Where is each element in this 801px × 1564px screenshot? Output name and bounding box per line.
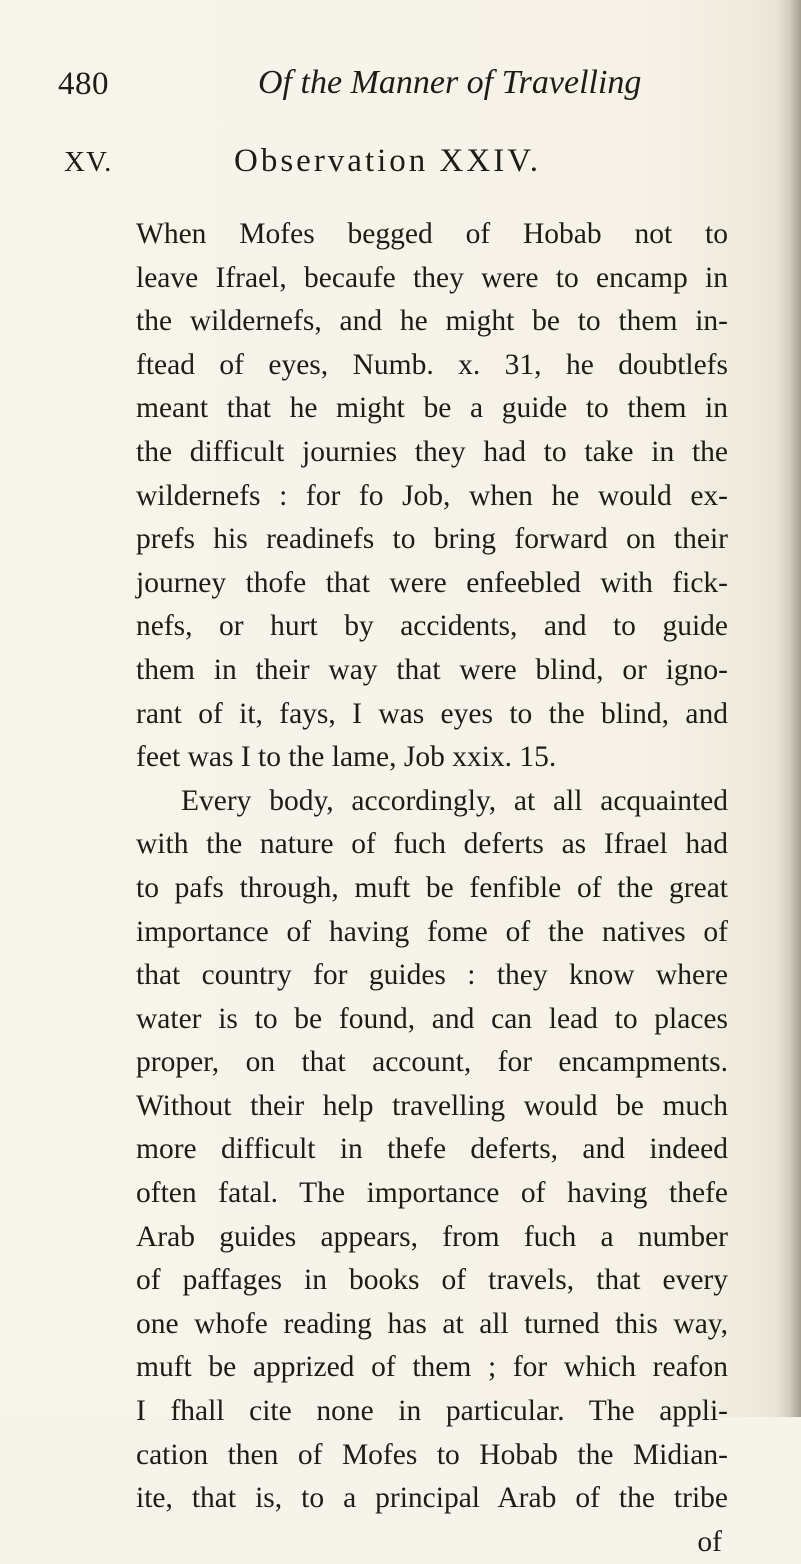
- text-line: often fatal. The importance of having thefe: [136, 1177, 728, 1210]
- text-line: prefs his readinefs to bring forward on their: [136, 523, 728, 556]
- text-line: of paffages in books of travels, that every: [136, 1264, 728, 1297]
- text-line: more difficult in thefe deferts, and indeed: [136, 1133, 728, 1166]
- body-text: [136, 213, 728, 1564]
- text-line: muft be apprized of them ; for which reafon: [136, 1351, 728, 1384]
- text-line: proper, on that account, for encampments.: [136, 1046, 728, 1079]
- text-line: I fhall cite none in particular. The appli-: [136, 1395, 728, 1428]
- text-line: with the nature of fuch deferts as Ifrael had: [136, 828, 728, 861]
- text-line: the difficult journies they had to take in the: [136, 435, 728, 468]
- text-line: Every body, accordingly, at all acquainted: [181, 784, 728, 817]
- page-header: [58, 66, 758, 126]
- text-line: journey thofe that were enfeebled with fick-: [136, 566, 728, 599]
- text-line: When Mofes begged of Hobab not to: [136, 218, 728, 250]
- text-line: the wildernefs, and he might be to them in-: [136, 305, 728, 338]
- text-line: wildernefs : for fo Job, when he would ex-: [136, 479, 728, 512]
- text-line: rant of it, fays, I was eyes to the blind, and: [136, 697, 728, 730]
- text-line: that country for guides : they know where: [136, 959, 728, 992]
- text-line: one whofe reading has at all turned this way,: [136, 1307, 728, 1340]
- text-line: leave Ifrael, becaufe they were to encamp in: [136, 261, 728, 294]
- catchword: of: [697, 1525, 722, 1558]
- text-line: ftead of eyes, Numb. x. 31, he doubtlefs: [136, 348, 728, 381]
- section-number: XV.: [64, 146, 113, 178]
- text-line: meant that he might be a guide to them in: [136, 392, 728, 425]
- page-edge-shadow: [775, 0, 801, 1417]
- text-line: water is to be found, and can lead to places: [136, 1002, 728, 1035]
- observation-title: Observation XXIV.: [234, 143, 542, 179]
- text-line: importance of having fome of the natives of: [136, 915, 728, 948]
- text-line: ite, that is, to a principal Arab of the tribe: [136, 1482, 728, 1515]
- page-number: 480: [58, 66, 109, 102]
- text-line: to pafs through, muft be fenfible of the great: [136, 871, 728, 904]
- running-head: Of the Manner of Travelling: [258, 64, 642, 101]
- text-line: nefs, or hurt by accidents, and to guide: [136, 610, 728, 643]
- text-line: them in their way that were blind, or igno-: [136, 653, 728, 686]
- text-line: Without their help travelling would be much: [136, 1089, 728, 1122]
- text-line: Arab guides appears, from fuch a number: [136, 1220, 728, 1253]
- text-line: feet was I to the lame, Job xxix. 15.: [136, 741, 557, 774]
- text-line: cation then of Mofes to Hobab the Midian-: [136, 1438, 728, 1471]
